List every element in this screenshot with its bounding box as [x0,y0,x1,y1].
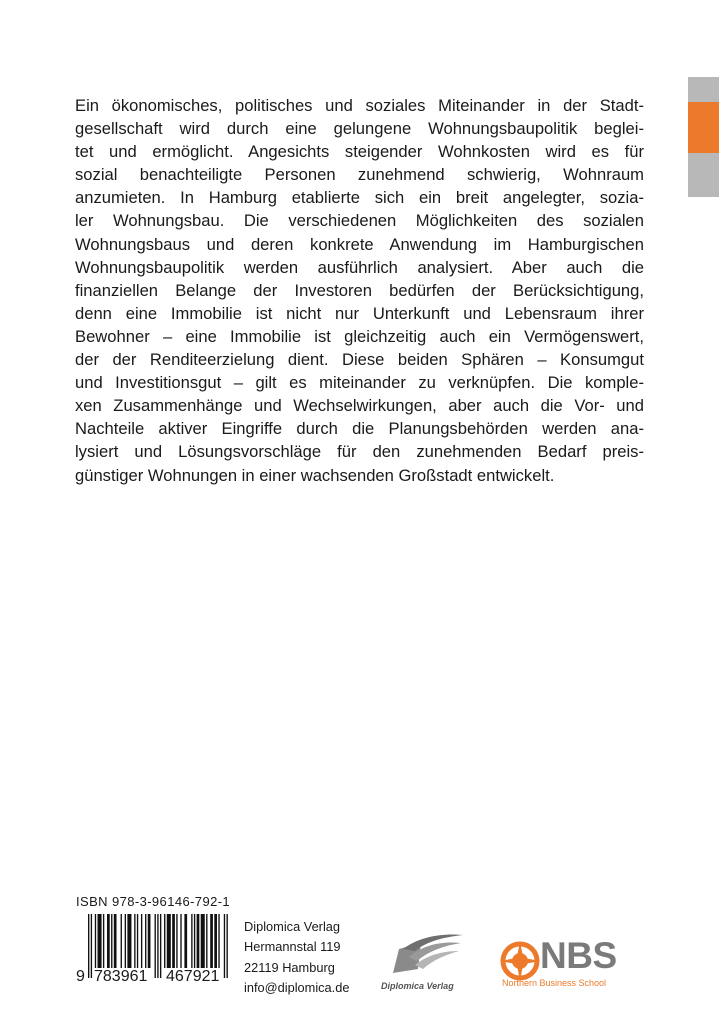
barcode-bar [121,914,122,968]
barcode-bar [148,914,151,968]
barcode-bar [184,914,187,968]
barcode-bar [172,914,175,968]
nbs-subtitle: Northern Business School [502,978,607,988]
blurb-line: Wohnungsbaupolitik werden ausführlich analysiert. Aber auch die [75,257,644,277]
blurb-line: Ein ökonomisches, politisches und soziales Miteinander in der Stadt- [75,96,644,115]
barcode-bar [191,914,192,968]
barcode-bar [114,914,117,968]
barcode-digits-group1: 783961 [94,968,148,985]
blurb-line: Wohnungsbaus und deren konkrete Anwendung im Hamburgischen [75,234,644,254]
barcode-bar [127,914,131,968]
barcode-bar [167,914,171,968]
barcode-bar [103,914,104,968]
barcode-digits-group2: 467921 [166,968,220,985]
barcode-bar [197,914,200,968]
blurb-line: tet und ermöglicht. Angesichts steigender Wohnkosten wird es für [75,142,644,162]
publisher-street: Hermannstal 119 [244,939,341,955]
blurb-line: finanziellen Belange der Investoren bedürfen der Berücksichtigung, [75,280,644,300]
blurb-line: denn eine Immobilie ist nicht nur Unterkunft und Lebensraum ihrer [75,303,644,323]
barcode-bar [141,914,142,968]
barcode-bar [180,914,181,968]
blurb-text [75,94,644,487]
diplomica-verlag-logo-label: Diplomica Verlag [381,981,454,991]
barcode-bar [145,914,146,968]
barcode-bar [194,914,195,968]
blurb-line: lysiert und Lösungsvorschläge für den zunehmenden Bedarf preis- [75,442,644,462]
publisher-address [244,917,349,998]
publisher-email: info@diplomica.de [244,979,350,995]
diplomica-verlag-logo [385,929,465,985]
barcode-bar [214,914,217,968]
barcode-bar [137,914,138,968]
barcode-bar [134,914,135,968]
blurb-line: günstiger Wohnungen in einer wachsenden Großstadt entwickelt. [75,465,555,485]
barcode-bar [98,914,102,968]
barcode-bar [164,914,165,968]
barcode-bar [111,914,112,968]
isbn-label: ISBN 978-3-96146-792-1 [76,894,231,909]
blurb-line: Bewohner – eine Immobilie ist gleichzeitig auch ein Vermögenswert, [75,326,644,346]
barcode-bar [201,914,205,968]
publisher-name: Diplomica Verlag [244,919,341,934]
barcode-digits [75,968,239,986]
side-tab-orange [688,102,719,153]
barcode-bar [218,914,219,968]
blurb-line: sozial benachteiligte Personen zunehmend schwierig, Wohnraum [75,165,644,185]
blurb-line: Nachteile aktiver Eingriffe durch die Planungsbehörden werden ana- [75,419,644,439]
blurb-line: ler Wohnungsbau. Die verschiedenen Möglichkeiten des sozialen [75,211,644,231]
blurb-line: der der Renditeerzielung dient. Diese beiden Sphären – Konsumgut [75,350,644,370]
barcode-bar [206,914,207,968]
barcode-digit-first: 9 [76,968,85,985]
nbs-wordmark: NBS [540,935,617,976]
barcode-bar [107,914,110,968]
publisher-city: 22119 Hamburg [244,959,335,975]
blurb-line: und Investitionsgut – gilt es miteinander zu verknüpfen. Die komple- [75,373,644,393]
barcode-bar [125,914,126,968]
blurb-line: xen Zusammenhänge und Wechselwirkungen, aber auch die Vor- und [75,396,644,416]
blurb-line: anzumieten. In Hamburg etablierte sich ein breit angelegter, sozia- [75,188,644,208]
side-tab-gray-top [688,77,719,102]
blurb-line: gesellschaft wird durch eine gelungene Wohnungsbaupolitik beglei- [75,119,644,139]
barcode-bar [176,914,177,968]
side-tab-gray-bottom [688,153,719,197]
barcode-bar [210,914,213,968]
barcode-bar [95,914,96,968]
